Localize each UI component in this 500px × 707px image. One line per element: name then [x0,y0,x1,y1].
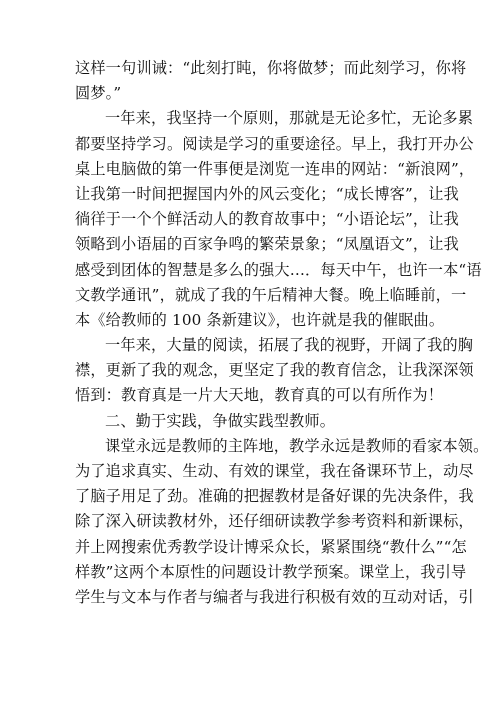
text-line-7: 徜徉于一个个鲜活动人的教育故事中；“小语论坛”，让我 [75,210,459,229]
document-body [75,56,489,610]
text-line-3: 一年来，我坚持一个原则，那就是无论多忙，无论多累 [105,109,474,128]
text-line-17: 为了追求真实、生动、有效的课堂，我在备课环节上，动尽 [75,462,474,480]
text-line-1: 这样一句训诫：“此刻打盹，你将做梦；而此刻学习，你将 [75,59,467,77]
text-line-22: 学生与文本与作者与编者与我进行积极有效的互动对话，引 [75,587,474,606]
text-line-19: 除了深入研读教材外，还仔细研读教学参考资料和新课标， [75,512,474,531]
text-line-21: 样教”这两个本原性的问题设计教学预案。课堂上，我引导 [75,562,467,581]
text-line-2: 圆梦。” [75,84,122,103]
text-line-16: 课堂永远是教师的主阵地，教学永远是教师的看家本领。 [105,436,489,455]
text-line-8: 领略到小语届的百家争鸣的繁荣景象；“凤凰语文”，让我 [75,235,459,254]
text-line-12: 一年来，大量的阅读，拓展了我的视野，开阔了我的胸 [105,336,474,355]
text-line-20: 并上网搜索优秀教学设计博采众长，紧紧围绕“教什么”“怎 [75,537,467,556]
text-line-9: 感受到团体的智慧是多么的强大…．每天中午，也许一本“语 [75,260,482,279]
text-line-14: 悟到：教育真是一片大天地，教育真的可以有所作为！ [75,386,444,405]
text-line-6: 让我第一时间把握国内外的风云变化；“成长博客”，让我 [75,184,459,203]
section-heading: 二、勤于实践，争做实践型教师。 [105,411,336,430]
text-line-11: 本《给教师的 100 条新建议》，也许就是我的催眠曲。 [75,310,445,329]
text-line-13: 襟，更新了我的观念，更坚定了我的教育信念，让我深深领 [75,361,474,380]
text-line-10: 文教学通讯”，就成了我的午后精神大餐。晚上临睡前，一 [75,285,467,304]
text-line-5: 桌上电脑做的第一件事便是浏览一连串的网站：“新浪网”， [75,159,475,178]
text-line-18: 了脑子用足了劲。准确的把握教材是备好课的先决条件，我 [75,487,474,506]
text-line-4: 都要坚持学习。阅读是学习的重要途径。早上，我打开办公 [75,134,474,153]
